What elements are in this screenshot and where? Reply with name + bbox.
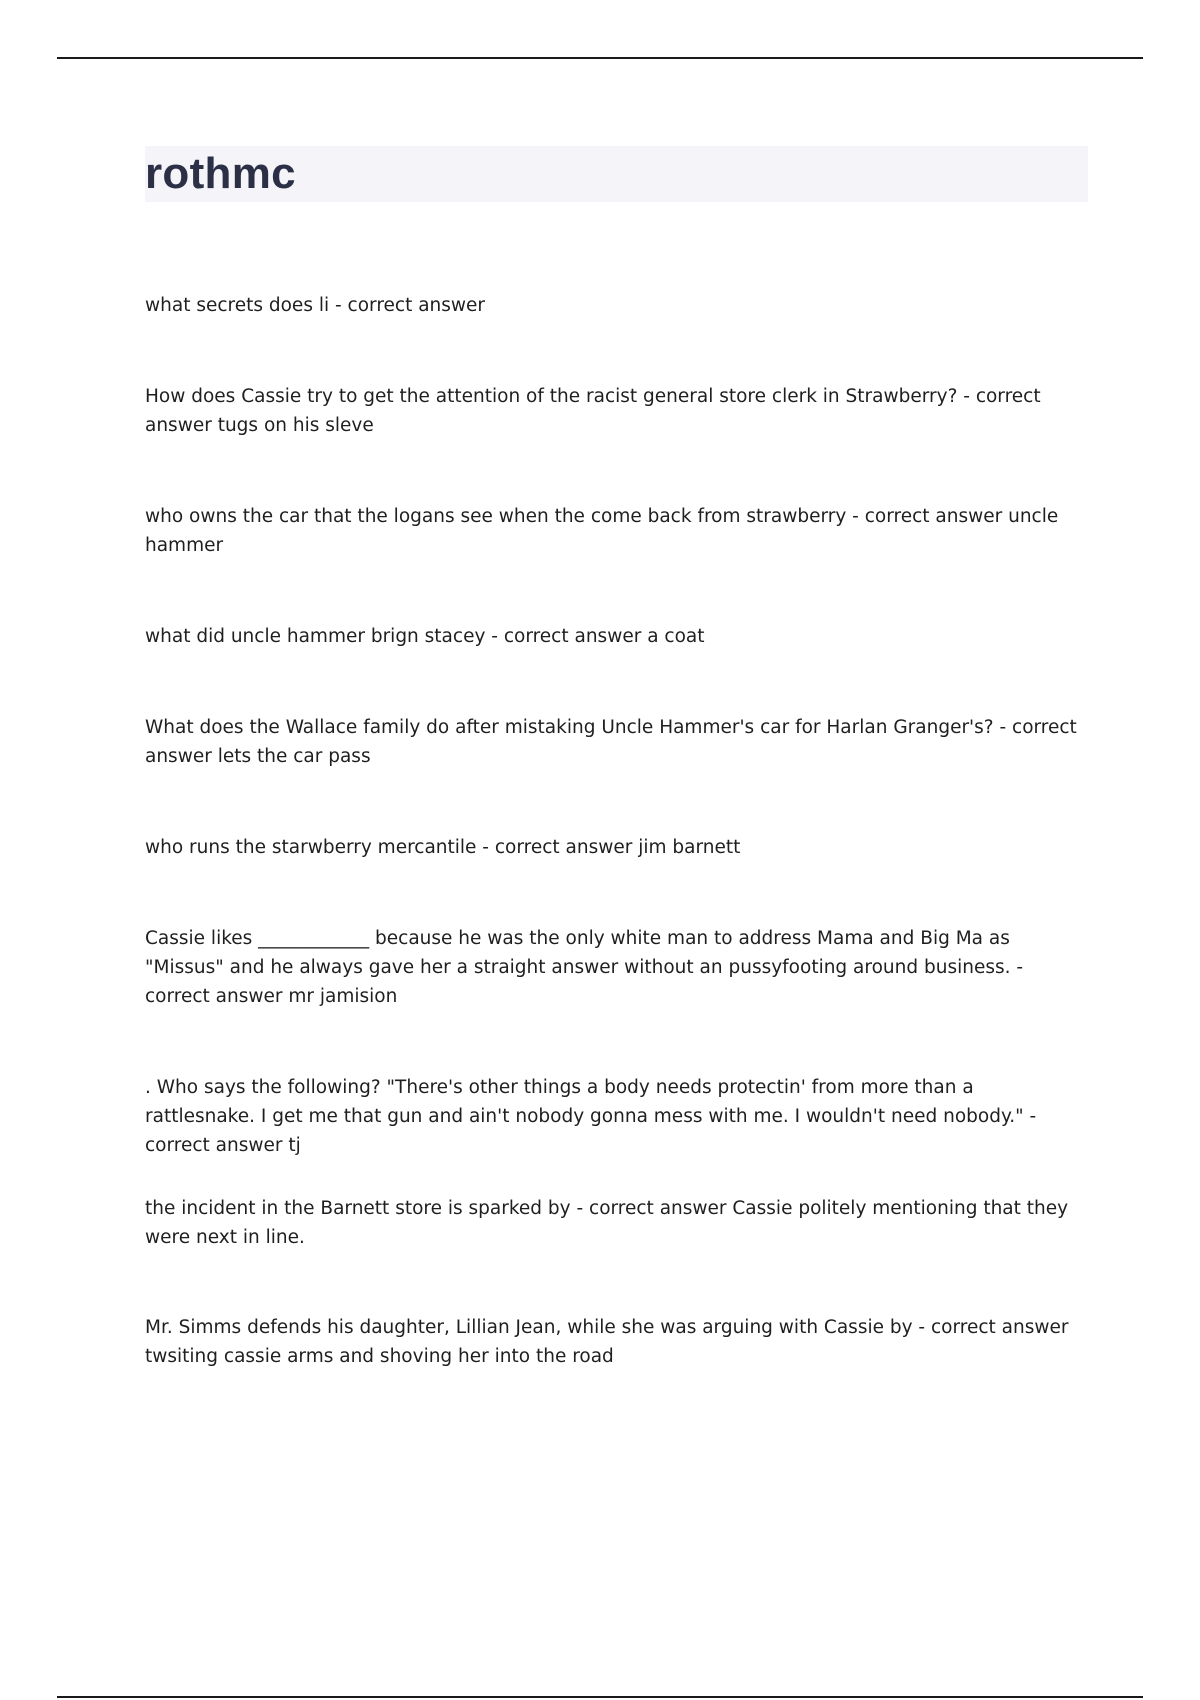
qa-item-1: what secrets does li - correct answer (145, 295, 486, 316)
qa-item-2: How does Cassie try to get the attention of the racist general store clerk in Strawberry? - correct answer tugs on his sleve (145, 386, 1041, 436)
bottom-rule (57, 1696, 1143, 1698)
qa-item-9: the incident in the Barnett store is sparked by - correct answer Cassie politely mentioning that they were next in line. (145, 1198, 1069, 1248)
top-rule (57, 57, 1143, 59)
qa-item-4: what did uncle hammer brign stacey - correct answer a coat (145, 626, 705, 647)
qa-item-5: What does the Wallace family do after mistaking Uncle Hammer's car for Harlan Granger's? - correct answer lets the car pass (145, 717, 1077, 767)
qa-item-10: Mr. Simms defends his daughter, Lillian Jean, while she was arguing with Cassie by - correct answer twsiting cassie arms and shoving her into the road (145, 1317, 1069, 1367)
qa-item-3: who owns the car that the logans see when the come back from strawberry - correct answer uncle hammer (145, 506, 1059, 556)
document-title: rothmc (145, 149, 296, 198)
qa-item-6: who runs the starwberry mercantile - correct answer jim barnett (145, 837, 741, 858)
qa-item-7: Cassie likes ____________ because he was the only white man to address Mama and Big Ma as "Missus" and he always gave her a straight answer without an pussyfooting around business. - correct answer mr jamision (145, 928, 1024, 1007)
qa-item-8: . Who says the following? "There's other things a body needs protectin' from more than a rattlesnake. I get me that gun and ain't nobody gonna mess with me. I wouldn't need nobody." - correct answer tj (145, 1077, 1037, 1156)
